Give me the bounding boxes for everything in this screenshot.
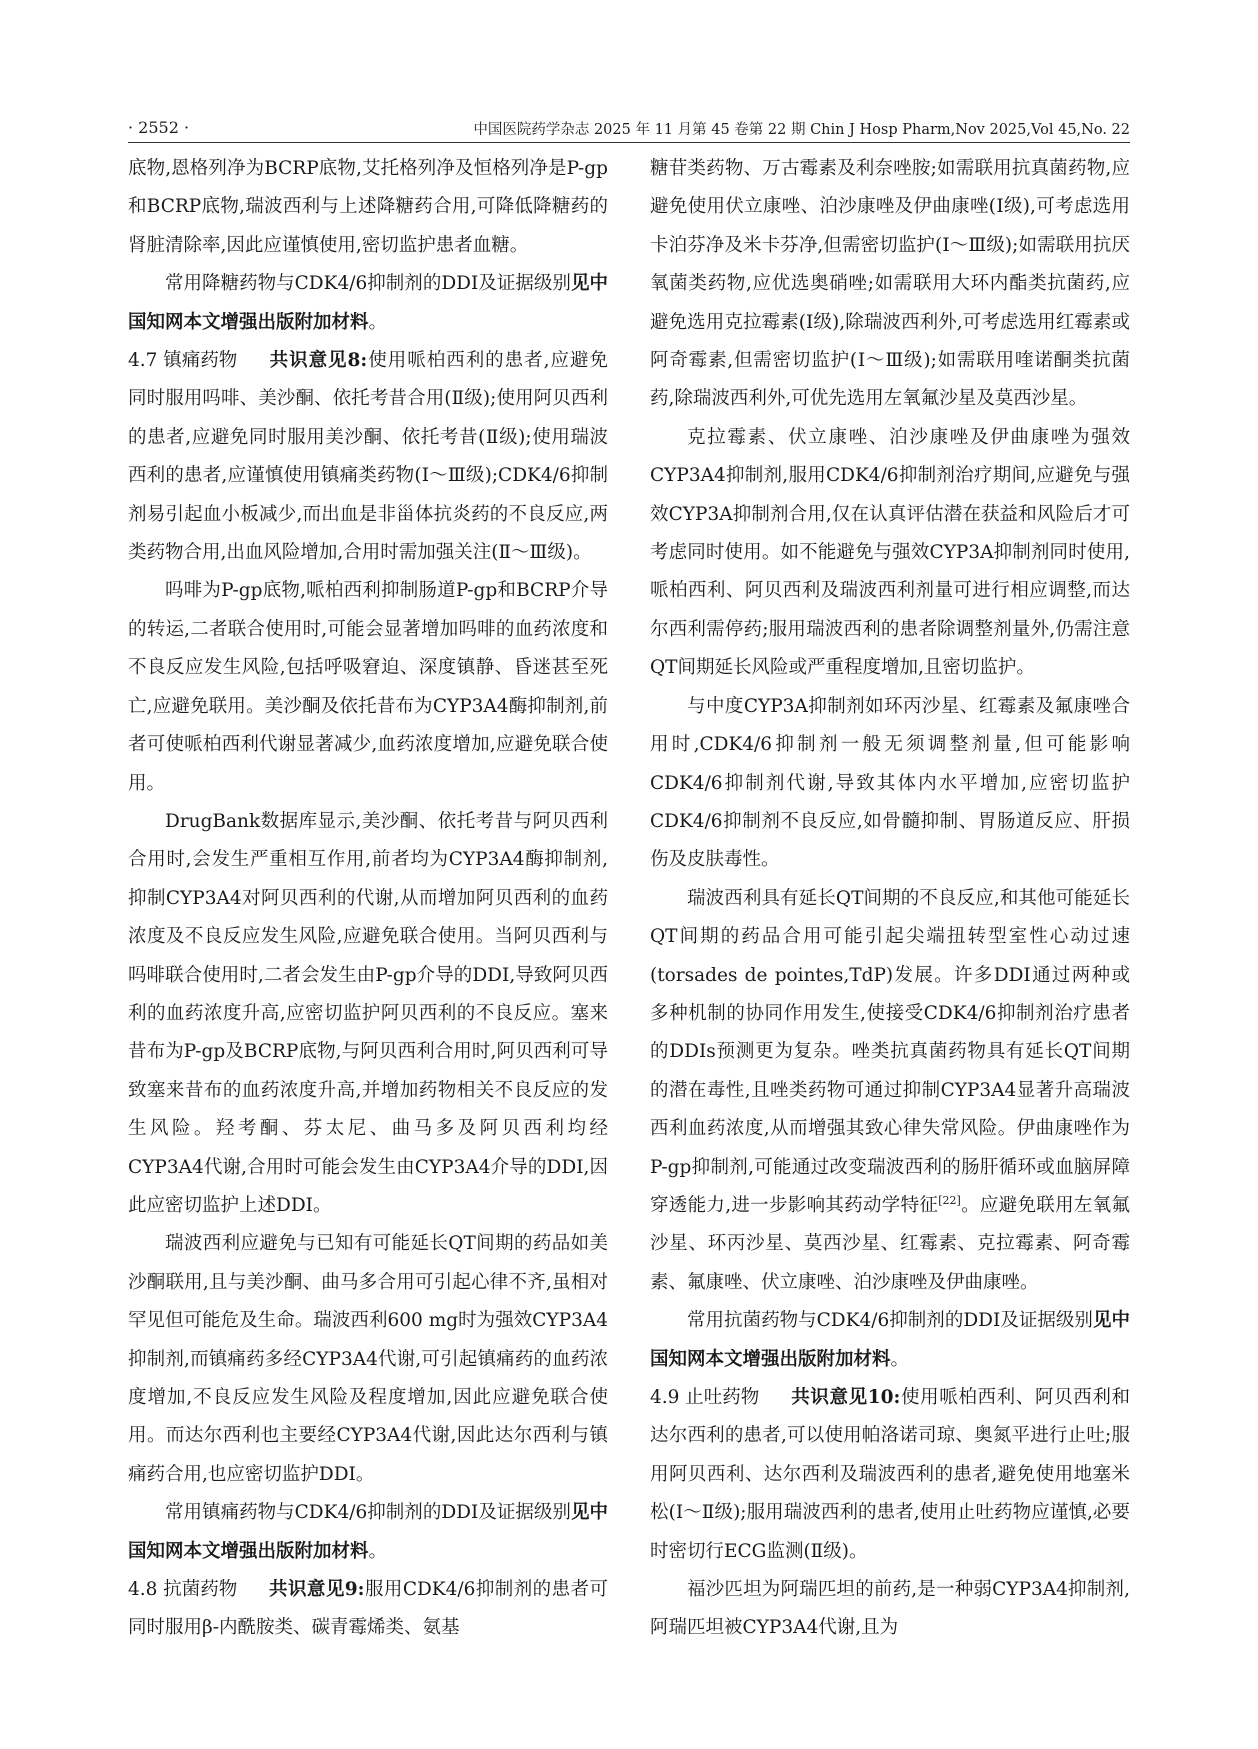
section-heading: 4.9 止吐药物 — [650, 1387, 760, 1408]
section-heading: 4.8 抗菌药物 — [128, 1579, 238, 1601]
paragraph: 福沙匹坦为阿瑞匹坦的前药,是一种弱CYP3A4抑制剂,阿瑞匹坦被CYP3A4代谢,且为 — [650, 1579, 1130, 1639]
section-4-8 — [128, 1571, 608, 1648]
citation-ref: [22] — [938, 1193, 961, 1207]
right-column — [650, 150, 1130, 1648]
section-text: 服用CDK4/6抑制剂的患者可同时服用β-内酰胺类、碳青霉烯类、氨基 — [128, 1579, 608, 1639]
supplement-reference: 见中国知网本文增强出版附加材料 — [128, 273, 608, 333]
paragraph: DrugBank数据库显示,美沙酮、依托考昔与阿贝西利合用时,会发生严重相互作用,前者均为CYP3A4酶抑制剂,抑制CYP3A4对阿贝西利的代谢,从而增加阿贝西利的血药浓度及不良反应发生风险,应避免联合使用。当阿贝西利与吗啡联合使用时,二者会发生由P-gp介导的DDI,导致阿贝西利的血药浓度升高,应密切监护阿贝西利的不良反应。塞来昔布为P-gp及BCRP底物,与阿贝西利合用时,阿贝西利可导致塞来昔布的血药浓度升高,并增加药物相关不良反应的发生风险。羟考酮、芬太尼、曲马多及阿贝西利均经CYP3A4代谢,合用时可能会发生由CYP3A4介导的DDI,因此应密切监护上述DDI。 — [128, 810, 608, 1216]
supplement-reference: 见中国知网本文增强出版附加材料 — [128, 1502, 608, 1562]
consensus-label: 共识意见8: — [268, 350, 368, 372]
paragraph-supplement-note: 常用镇痛药物与CDK4/6抑制剂的DDI及证据级别见中国知网本文增强出版附加材料。 — [128, 1502, 608, 1562]
paragraph: 瑞波西利具有延长QT间期的不良反应,和其他可能延长QT间期的药品合用可能引起尖端扭转型室性心动过速(torsades de pointes,TdP)发展。许多DDI通过两种或多种机制的协同作用发生,使接受CDK4/6抑制剂治疗患者的DDIs预测更为复杂。唑类抗真菌药物具有延长QT间期的潜在毒性,且唑类药物可通过抑制CYP3A4显著升高瑞波西利血药浓度,从而增强其致心律失常风险。伊曲康唑作为P-gp抑制剂,可能通过改变瑞波西利的肠肝循环或血脑屏障穿透能力,进一步影响其药动学特征[22]。应避免联用左氧氟沙星、环丙沙星、莫西沙星、红霉素、克拉霉素、阿奇霉素、氟康唑、伏立康唑、泊沙康唑及伊曲康唑。 — [650, 887, 1130, 1293]
consensus-label: 共识意见10: — [790, 1387, 901, 1408]
paragraph-supplement-note: 常用抗菌药物与CDK4/6抑制剂的DDI及证据级别见中国知网本文增强出版附加材料。 — [650, 1310, 1130, 1370]
note-text: 常用镇痛药物与CDK4/6抑制剂的DDI及证据级别 — [165, 1502, 571, 1524]
section-4-9 — [650, 1379, 1130, 1571]
left-column — [128, 150, 608, 1648]
paragraph: 瑞波西利应避免与已知有可能延长QT间期的药品如美沙酮联用,且与美沙酮、曲马多合用可引起心律不齐,虽相对罕见但可能危及生命。瑞波西利600 mg时为强效CYP3A4抑制剂,而镇痛药多经CYP3A4代谢,可引起镇痛药的血药浓度增加,不良反应发生风险及程度增加,因此应避免联合使用。而达尔西利也主要经CYP3A4代谢,因此达尔西利与镇痛药合用,也应密切监护DDI。 — [128, 1233, 608, 1485]
note-text: 常用抗菌药物与CDK4/6抑制剂的DDI及证据级别 — [687, 1310, 1093, 1332]
note-text: 常用降糖药物与CDK4/6抑制剂的DDI及证据级别 — [165, 273, 571, 295]
paragraph: 底物,恩格列净为BCRP底物,艾托格列净及恒格列净是P-gp和BCRP底物,瑞波西利与上述降糖药合用,可降低降糖药的肾脏清除率,因此应谨慎使用,密切监护患者血糖。 — [128, 158, 608, 256]
section-4-7 — [128, 342, 608, 572]
section-text: 使用哌柏西利、阿贝西利和达尔西利的患者,可以使用帕洛诺司琼、奥氮平进行止吐;服用阿贝西利、达尔西利及瑞波西利的患者,避免使用地塞米松(Ⅰ～Ⅱ级);服用瑞波西利的患者,使用止吐药物应谨慎,必要时密切行ECG监测(Ⅱ级)。 — [650, 1387, 1130, 1562]
journal-citation-line: 中国医院药学杂志 2025 年 11 月第 45 卷第 22 期 Chin J Hosp Pharm,Nov 2025,Vol 45,No. 22 — [473, 122, 1130, 138]
section-text: 使用哌柏西利的患者,应避免同时服用吗啡、美沙酮、依托考昔合用(Ⅱ级);使用阿贝西利的患者,应避免同时服用美沙酮、依托考昔(Ⅱ级);使用瑞波西利的患者,应谨慎使用镇痛类药物(Ⅰ～Ⅲ级);CDK4/6抑制剂易引起血小板减少,而出血是非甾体抗炎药的不良反应,两类药物合用,出血风险增加,合用时需加强关注(Ⅱ～Ⅲ级)。 — [128, 350, 608, 564]
paragraph: 吗啡为P-gp底物,哌柏西利抑制肠道P-gp和BCRP介导的转运,二者联合使用时,可能会显著增加吗啡的血药浓度和不良反应发生风险,包括呼吸窘迫、深度镇静、昏迷甚至死亡,应避免联用。美沙酮及依托昔布为CYP3A4酶抑制剂,前者可使哌柏西利代谢显著减少,血药浓度增加,应避免联合使用。 — [128, 580, 608, 794]
paragraph: 克拉霉素、伏立康唑、泊沙康唑及伊曲康唑为强效CYP3A4抑制剂,服用CDK4/6抑制剂治疗期间,应避免与强效CYP3A抑制剂合用,仅在认真评估潜在获益和风险后才可考虑同时使用。如不能避免与强效CYP3A抑制剂同时使用,哌柏西利、阿贝西利及瑞波西利剂量可进行相应调整,而达尔西利需停药;服用瑞波西利的患者除调整剂量外,仍需注意QT间期延长风险或严重程度增加,且密切监护。 — [650, 426, 1130, 679]
section-heading: 4.7 镇痛药物 — [128, 350, 238, 372]
paragraph-supplement-note: 常用降糖药物与CDK4/6抑制剂的DDI及证据级别见中国知网本文增强出版附加材料。 — [128, 273, 608, 333]
paragraph: 与中度CYP3A抑制剂如环丙沙星、红霉素及氟康唑合用时,CDK4/6抑制剂一般无须调整剂量,但可能影响CDK4/6抑制剂代谢,导致其体内水平增加,应密切监护CDK4/6抑制剂不良反应,如骨髓抑制、胃肠道反应、肝损伤及皮肤毒性。 — [650, 695, 1130, 871]
running-header — [128, 116, 1130, 143]
supplement-reference: 见中国知网本文增强出版附加材料 — [650, 1310, 1130, 1370]
paragraph: 糖苷类药物、万古霉素及利奈唑胺;如需联用抗真菌药物,应避免使用伏立康唑、泊沙康唑及伊曲康唑(Ⅰ级),可考虑选用卡泊芬净及米卡芬净,但需密切监护(Ⅰ～Ⅲ级);如需联用抗厌氧菌类药物,应优选奥硝唑;如需联用大环内酯类抗菌药,应避免选用克拉霉素(Ⅰ级),除瑞波西利外,可考虑选用红霉素或阿奇霉素,但需密切监护(Ⅰ～Ⅲ级);如需联用喹诺酮类抗菌药,除瑞波西利外,可优先选用左氧氟沙星及莫西沙星。 — [650, 158, 1130, 410]
consensus-label: 共识意见9: — [268, 1579, 365, 1601]
page-number: · 2552 · — [128, 118, 190, 137]
